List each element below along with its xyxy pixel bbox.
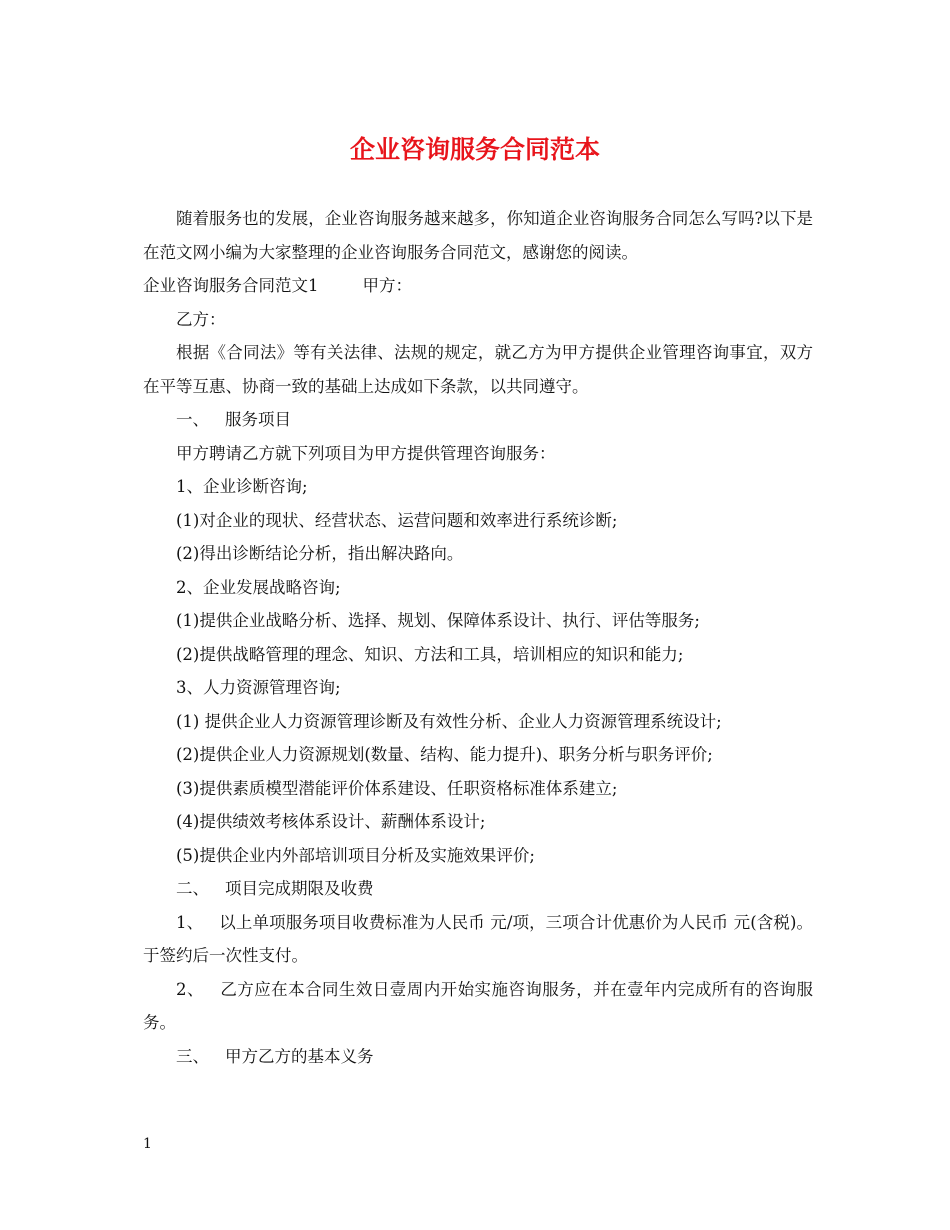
item-3-2: (2)提供企业人力资源规划(数量、结构、能力提升)、职务分析与职务评价; <box>176 745 713 764</box>
intro-paragraph: 随着服务也的发展，企业咨询服务越来越多，你知道企业咨询服务合同怎么写吗?以下是在范文网小编为大家整理的企业咨询服务合同范文，感谢您的阅读。 <box>143 209 813 262</box>
section-3-title: 甲方乙方的基本义务 <box>225 1046 374 1066</box>
item-3-4: (4)提供绩效考核体系设计、薪酬体系设计; <box>176 812 486 831</box>
section-1-number: 一、 <box>176 410 209 429</box>
item-3-1: (1) 提供企业人力资源管理诊断及有效性分析、企业人力资源管理系统设计; <box>176 711 722 731</box>
item-3: 3、人力资源管理咨询; <box>176 678 341 697</box>
page-number: 1 <box>143 1136 152 1152</box>
section-1-intro: 甲方聘请乙方就下列项目为甲方提供管理咨询服务： <box>176 443 556 463</box>
section-2-heading <box>143 872 813 906</box>
sample-header-line <box>143 269 813 303</box>
document-body <box>143 202 813 1073</box>
section-2-title: 项目完成期限及收费 <box>225 879 374 898</box>
section-2-clause-1 <box>143 906 813 973</box>
item-2: 2、企业发展战略咨询; <box>176 577 341 597</box>
section-2-clause-2 <box>143 973 813 1040</box>
item-3-3: (3)提供素质模型潜能评价体系建设、任职资格标准体系建立; <box>176 778 618 798</box>
item-3-5: (5)提供企业内外部培训项目分析及实施效果评价; <box>176 845 535 865</box>
document-title: 企业咨询服务合同范本 <box>349 135 600 164</box>
section-2-number: 二、 <box>176 879 209 898</box>
item-2-1: (1)提供企业战略分析、选择、规划、保障体系设计、执行、评估等服务; <box>176 611 700 630</box>
clause-1-number: 1、 <box>176 912 204 932</box>
section-1-heading <box>143 403 813 437</box>
item-1-1: (1)对企业的现状、经营状态、运营问题和效率进行系统诊断; <box>176 510 618 530</box>
clause-2-number: 2、 <box>176 979 204 999</box>
section-3-heading <box>143 1040 813 1074</box>
party-b-label: 乙方： <box>176 309 226 329</box>
item-2-2: (2)提供战略管理的理念、知识、方法和工具，培训相应的知识和能力; <box>176 644 684 664</box>
clause-2-text: 乙方应在本合同生效日壹周内开始实施咨询服务，并在壹年内完成所有的咨询服务。 <box>143 979 813 1032</box>
item-1-2: (2)得出诊断结论分析，指出解决路向。 <box>176 544 464 563</box>
section-1-title: 服务项目 <box>225 410 291 429</box>
section-3-number: 三、 <box>176 1046 209 1066</box>
clause-1-text: 以上单项服务项目收费标准为人民币 元/项，三项合计优惠价为人民币 元(含税)。于签约后一次性支付。 <box>143 912 813 965</box>
sample-label: 企业咨询服务合同范文1 <box>143 276 319 295</box>
preamble-paragraph: 根据《合同法》等有关法律、法规的规定，就乙方为甲方提供企业管理咨询事宜，双方在平等互惠、协商一致的基础上达成如下条款，以共同遵守。 <box>143 343 813 396</box>
item-1: 1、企业诊断咨询; <box>176 477 308 496</box>
party-a-label: 甲方： <box>362 276 412 295</box>
